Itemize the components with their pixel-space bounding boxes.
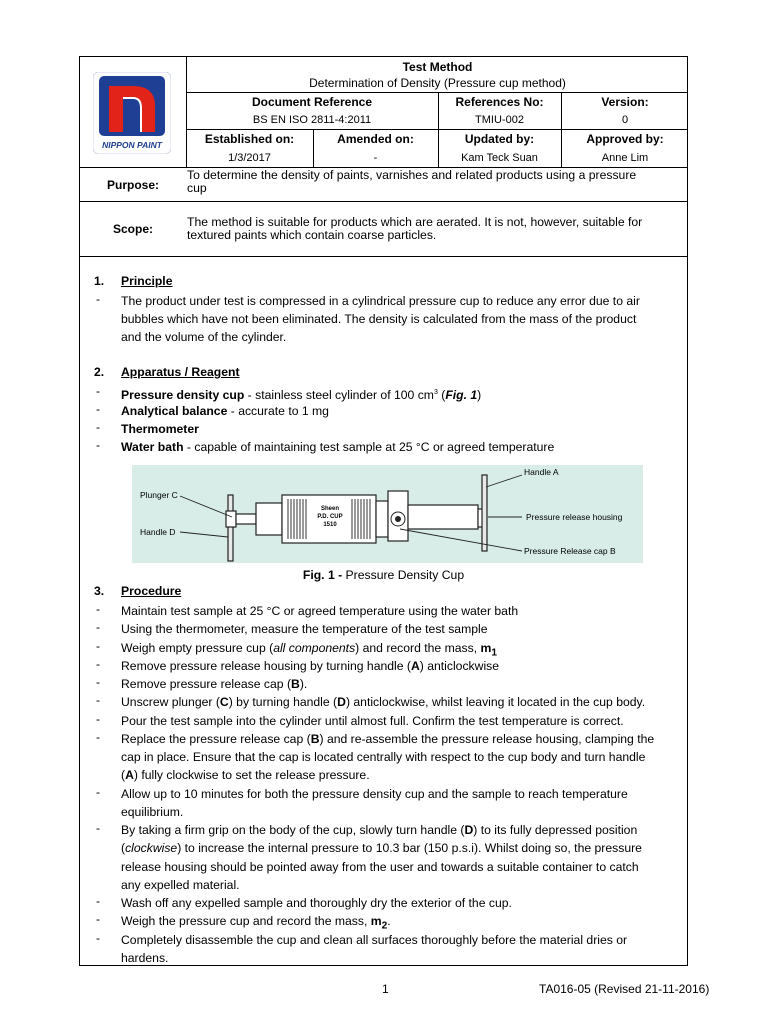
doc-subtitle: Determination of Density (Pressure cup method) [309,75,566,90]
procedure-line: any expelled material. [121,877,240,892]
procedure-line: Weigh the pressure cup and record the mass, $m_2$. [121,914,391,932]
procedure-line: (A) fully clockwise to set the release pressure. [121,768,370,783]
document-frame: NIPPON PAINT Test Method Determination of Density (Pressure cup method) Document Reference BS EN ISO 2811-4:2011 References No: TMIU-002 Version: 0 Established on: 1/3/2017 Amended on: - Updated by: Kam Teck Suan Approved by: Anne Lim Purpose: To determine the density of paints, varnishes and related products using a pressure cup Scope: The method is suitable for products which are aerated. It is not, however, suitable for textured paints which contain coarse particles. 1. Principle - The product under test is compressed in a cylindrical pressure cup to reduce any error due to air bubbles which have not been eliminated. The density is calculated from the mass of the product and the volume of the cylinder. 2. Apparatus / Reagent - Pressure density cup - stainless steel cylinder of 100 $cm^3$ (Fig. 1) - Analytical balance - accurate to 1 mg - Thermometer - Water bath - capable of maintaining test sample at 25 °C or agreed temperature Sheen P.D. CUP 1510 Plunger C Handle D Handle A Pressure release housing Pressure Release cap B Fig. 1 - Pressure Density Cup 3. Procedure - Maintain test sample at 25 °C or agreed temperature using the water bath - Using the thermometer, measure the temperature of the test sample - Weigh empty pressure cup (all components) and record the mass, $m_1$ - Remove pressure release housing by turning handle (A) anticlockwise - Remove pressure release cap (B). - Unscrew plunger (C) by turning handle (D) anticlockwise, whilst leaving it located in the cup body. - Pour the test sample into the cylinder until almost full. Confirm the test temperature is correct. - Replace the pressure release cap (B) and re-assemble the pressure release housing, clamping the cap in place. Ensure that the cap is located centrally with respect to the cup body and turn handle (A) fully clockwise to set the release pressure. - Allow up to 10 minutes for both the pressure density cup and the sample to reach temperature equilibrium. - By taking a firm grip on the body of the cup, slowly turn handle (D) to its fully depressed position (clockwise) to increase the internal pressure to 10.3 bar (150 p.s.i). Whilst doing so, the pressure release housing should be pointed away from the user and towards a suitable container to catch any expelled material. - Wash off any expelled sample and thoroughly dry the exterior of the cup. - Weigh the pressure cup and record the mass, $m_2$. - Completely disassemble the cup and clean all surfaces thoroughly before the material dries or hardens. [79,56,688,966]
apparatus-item: Water bath - capable of maintaining test sample at 25 °C or agreed temperature [121,440,555,454]
section-number: 3. [94,584,105,598]
procedure-line: Using the thermometer, measure the temperature of the test sample [121,622,488,637]
procedure-line: Weigh empty pressure cup (all components) and record the mass, $m_1$ [121,640,497,658]
apparatus-item: Thermometer [121,422,199,436]
bullet-dash: - [96,711,101,726]
procedure-line: Allow up to 10 minutes for both the pressure density cup and the sample to reach temperature [121,786,628,801]
page-number: 1 [382,982,389,996]
procedure-line: (clockwise) to increase the internal pressure to 10.3 bar (150 p.s.i). Whilst doing so, the pressure [121,841,642,856]
bullet-dash: - [96,930,101,945]
bullet-dash: - [96,638,101,653]
procedure-line: Pour the test sample into the cylinder until almost full. Confirm the test temperature is correct. [121,713,624,728]
svg-text:Handle A: Handle A [524,467,559,477]
procedure-line: Maintain test sample at 25 °C or agreed temperature using the water bath [121,604,519,618]
procedure-line: cap in place. Ensure that the cap is located centrally with respect to the cup body and turn handle [121,750,646,764]
section-number: 1. [94,274,105,288]
approved-value: Anne Lim [601,151,649,164]
amended-label: Amended on: [337,131,414,146]
principle-title: Principle [121,274,173,288]
procedure-line: release housing should be pointed away from the user and towards a suitable container to catch [121,859,639,874]
version-value: 0 [621,114,629,126]
procedure-line: Completely disassemble the cup and clean all surfaces thoroughly before the material dries or [121,932,628,947]
svg-text:Handle D: Handle D [140,527,176,537]
bullet-dash: - [96,693,101,708]
procedure-line: Remove pressure release cap (B). [121,677,308,691]
purpose-text: To determine the density of paints, varnishes and related products using a pressure cup [187,168,637,195]
figure-caption: Fig. 1 - Pressure Density Cup [302,568,465,582]
bullet-dash: - [96,912,101,927]
procedure-line: Replace the pressure release cap (B) and re-assemble the pressure release housing, clamping the [121,731,655,746]
bullet-dash: - [96,656,101,671]
svg-text:Plunger C: Plunger C [140,490,178,500]
scope-label: Scope: [112,222,153,236]
procedure-title: Procedure [121,584,182,598]
established-label: Established on: [204,131,295,146]
bullet-dash: - [96,620,101,635]
nippon-paint-logo [93,72,171,154]
apparatus-item: Pressure density cup - stainless steel cylinder of 100 $cm^3$ (Fig. 1) [121,388,482,403]
section-number: 2. [94,365,105,379]
svg-text:Sheen: Sheen [320,506,340,512]
bullet-dash: - [96,602,101,616]
revision-note: TA016-05 (Revised 21-11-2016) [539,982,710,996]
approved-label: Approved by: [586,131,664,146]
version-label: Version: [601,95,649,109]
svg-text:NIPPON PAINT: NIPPON PAINT [102,140,162,150]
procedure-line: Remove pressure release housing by turning handle (A) anticlockwise [121,658,500,673]
refs-value: TMIU-002 [475,114,524,126]
principle-line: bubbles which have not been eliminated. The density is calculated from the mass of the product [121,312,637,326]
updated-label: Updated by: [464,131,535,146]
svg-text:P.D. CUP: P.D. CUP [317,514,343,520]
svg-text:Pressure Release cap B: Pressure Release cap B [524,546,616,556]
refs-label: References No: [455,95,544,109]
procedure-line: Unscrew plunger (C) by turning handle (D) anticlockwise, whilst leaving it located in the cup body. [121,695,646,710]
bullet-dash: - [96,784,101,799]
pressure-cup-figure [132,465,643,563]
procedure-line: By taking a firm grip on the body of the cup, slowly turn handle (D) to its fully depressed position [121,823,638,837]
bullet-dash: - [96,675,101,689]
updated-value: Kam Teck Suan [461,151,538,164]
established-value: 1/3/2017 [228,151,271,164]
svg-text:Pressure release housing: Pressure release housing [526,512,623,522]
bullet-dash: - [96,894,101,908]
doc-ref-value: BS EN ISO 2811-4:2011 [252,114,372,126]
apparatus-title: Apparatus / Reagent [121,365,240,379]
header-table [80,57,687,257]
bullet-dash: - [96,729,101,744]
apparatus-item: Analytical balance - accurate to 1 mg [121,404,329,418]
procedure-line: hardens. [121,950,169,965]
doc-title: Test Method [402,60,473,74]
principle-line: and the volume of the cylinder. [121,330,287,344]
amended-value: - [373,151,378,164]
scope-text: The method is suitable for products which are aerated. It is not, however, suitable for textured paints which contain coarse particles. [187,215,643,242]
svg-text:1510: 1510 [323,522,337,528]
doc-ref-label: Document Reference [251,95,373,109]
procedure-line: equilibrium. [121,804,184,819]
procedure-line: Wash off any expelled sample and thoroughly dry the exterior of the cup. [121,896,512,910]
principle-line: The product under test is compressed in a cylindrical pressure cup to reduce any error due to air [121,294,640,308]
purpose-label: Purpose: [106,177,159,192]
bullet-dash: - [96,821,101,835]
